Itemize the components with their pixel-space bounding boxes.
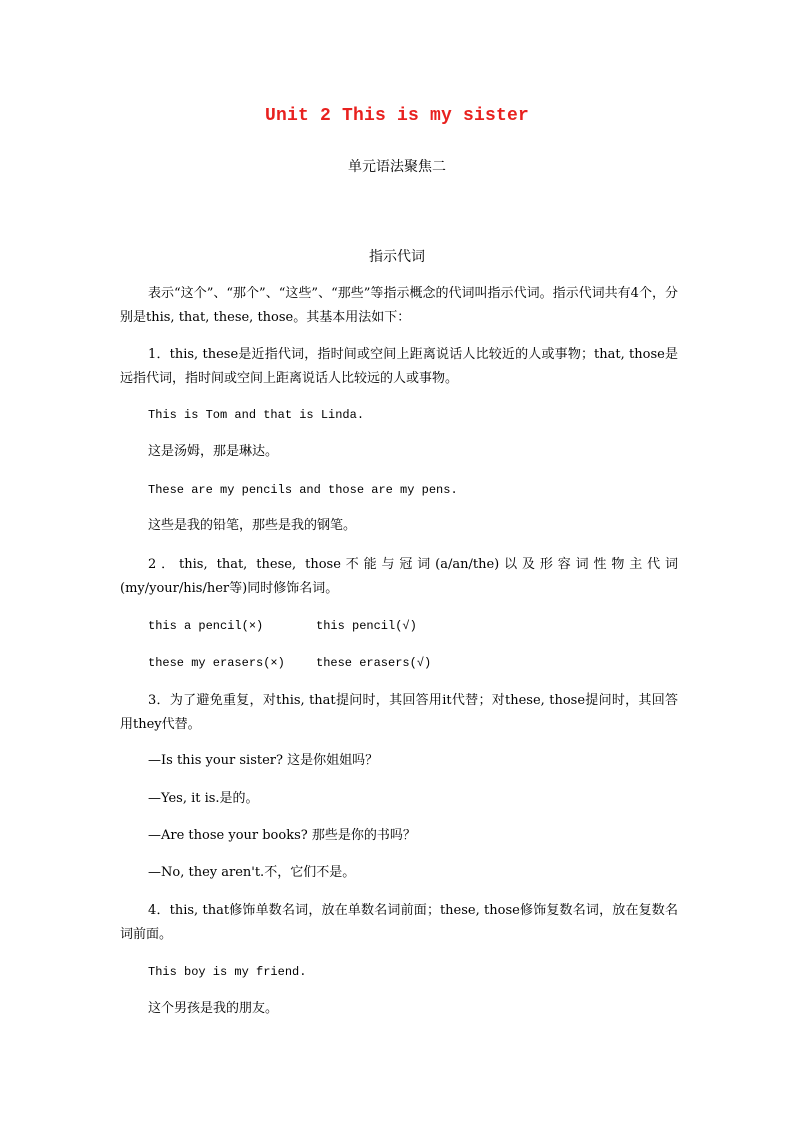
intro-paragraph: 表示“这个”、“那个”、“这些”、“那些”等指示概念的代词叫指示代词。指示代词共有4个，分别是this, that, these, those。其基本用法如下： xyxy=(120,286,678,325)
point-4-paragraph: 4．this, that修饰单数名词，放在单数名词前面；these, those修饰复数名词，放在复数名词前面。 xyxy=(120,903,678,942)
dialog-1-answer: —Yes, it is.是的。 xyxy=(148,791,259,806)
document-subtitle: 单元语法聚焦二 xyxy=(348,159,446,175)
section-heading: 指示代词 xyxy=(369,249,425,265)
example-1-chinese: 这是汤姆，那是琳达。 xyxy=(148,444,279,459)
point-3-paragraph: 3．为了避免重复，对this, that提问时，其回答用it代替；对these, those提问时，其回答用they代替。 xyxy=(120,693,678,732)
example-4-right: these erasers(√) xyxy=(316,656,432,670)
document-title: Unit 2 This is my sister xyxy=(264,106,530,126)
example-5-chinese: 这个男孩是我的朋友。 xyxy=(148,1001,279,1016)
dialog-1-question: —Is this your sister? 这是你姐姐吗？ xyxy=(148,753,379,768)
example-4-wrong: these my erasers(×) xyxy=(148,656,285,670)
point-2-paragraph: 2．this, that, these, those不能与冠词(a/an/the)以及形容词性物主代词(my/your/his/her等)同时修饰名词。 xyxy=(120,557,678,596)
dialog-2-question: —Are those your books? 那些是你的书吗？ xyxy=(148,828,416,843)
example-2-english: These are my pencils and those are my pens. xyxy=(148,483,458,497)
example-1-english: This is Tom and that is Linda. xyxy=(148,408,365,422)
example-2-chinese: 这些是我的铅笔，那些是我的钢笔。 xyxy=(148,518,357,533)
example-5-english: This boy is my friend. xyxy=(148,965,307,979)
point-1-paragraph: 1．this, these是近指代词，指时间或空间上距离说话人比较近的人或事物；that, those是远指代词，指时间或空间上距离说话人比较远的人或事物。 xyxy=(120,347,678,386)
example-3-wrong: this a pencil(×) xyxy=(148,619,264,633)
dialog-2-answer: —No, they aren't.不，它们不是。 xyxy=(148,865,356,880)
example-3-right: this pencil(√) xyxy=(316,619,417,633)
